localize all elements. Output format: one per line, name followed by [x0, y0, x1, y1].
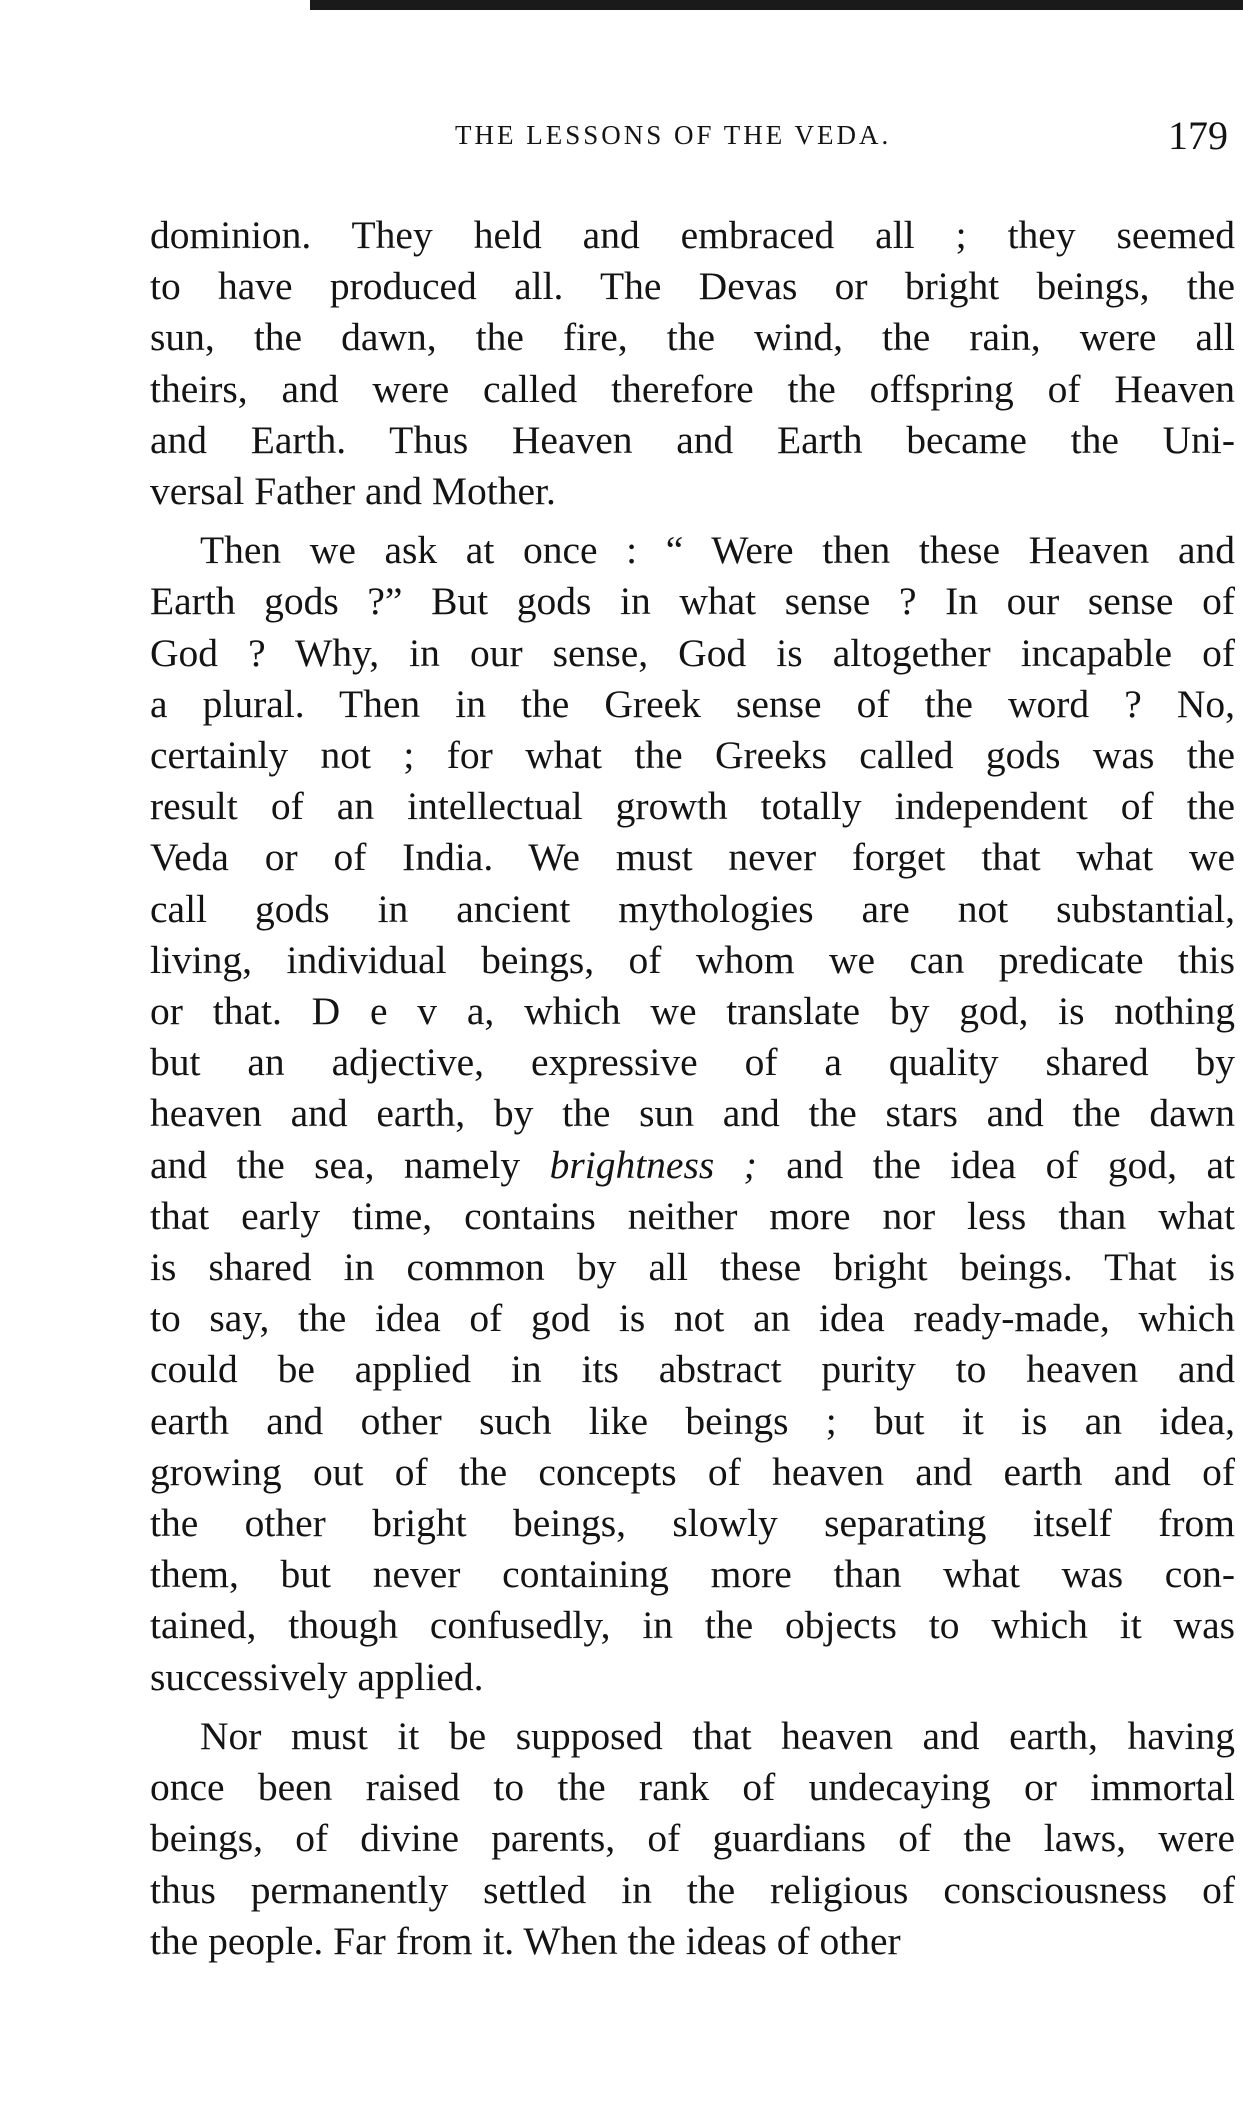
text-line: tained, though confusedly, in the objects to which it was — [150, 1603, 1235, 1648]
text-line: or that. D e v a, which we translate by god, is nothing — [150, 989, 1235, 1034]
body-text — [150, 210, 1235, 1967]
text-line: the other bright beings, slowly separating itself from — [150, 1501, 1235, 1546]
text-line: them, but never containing more than what was con- — [150, 1552, 1235, 1597]
text-line: Veda or of India. We must never forget that what we — [150, 835, 1235, 880]
running-head — [0, 112, 1243, 172]
text-line: could be applied in its abstract purity to heaven and — [150, 1347, 1235, 1392]
text-line: God ? Why, in our sense, God is altogether incapable of — [150, 630, 1235, 675]
text-line: result of an intellectual growth totally independent of the — [150, 784, 1235, 829]
text-line: thus permanently settled in the religious consciousness of — [150, 1867, 1235, 1912]
text-line: successively applied. — [150, 1654, 484, 1699]
italic-word: brightness ; — [549, 1142, 757, 1187]
text-line: is shared in common by all these bright beings. That is — [150, 1245, 1235, 1290]
paragraph — [150, 210, 1235, 517]
text-line: theirs, and were called therefore the offspring of Heaven — [150, 366, 1235, 411]
page-number: 179 — [1168, 113, 1228, 158]
top-rule — [310, 0, 1243, 10]
text-line: certainly not ; for what the Greeks called gods was the — [150, 733, 1235, 778]
text-line: growing out of the concepts of heaven and earth and of — [150, 1449, 1235, 1494]
text-line: to have produced all. The Devas or bright beings, the — [150, 264, 1235, 309]
paragraph — [150, 1711, 1235, 1967]
text-line: earth and other such like beings ; but it is an idea, — [150, 1398, 1235, 1443]
text-line: dominion. They held and embraced all ; they seemed — [150, 213, 1235, 257]
paragraph — [150, 525, 1235, 1703]
text-line: but an adjective, expressive of a quality shared by — [150, 1040, 1235, 1085]
text-line: versal Father and Mother. — [150, 469, 556, 514]
text-line: heaven and earth, by the sun and the stars and the dawn — [150, 1091, 1235, 1136]
text-line: sun, the dawn, the fire, the wind, the rain, were all — [150, 315, 1235, 360]
running-title: THE LESSONS OF THE VEDA. — [455, 120, 892, 150]
text-line: living, individual beings, of whom we can predicate this — [150, 937, 1235, 982]
text-line: a plural. Then in the Greek sense of the word ? No, — [150, 681, 1235, 726]
text-line: call gods in ancient mythologies are not substantial, — [150, 886, 1235, 931]
text-line: beings, of divine parents, of guardians of the laws, were — [150, 1816, 1235, 1861]
text-line: Then we ask at once : “ Were then these Heaven and — [200, 528, 1235, 573]
text-line: Earth gods ?” But gods in what sense ? In our sense of — [150, 579, 1235, 624]
text-line: Nor must it be supposed that heaven and earth, having — [200, 1713, 1235, 1758]
text-line: that early time, contains neither more nor less than what — [150, 1193, 1235, 1238]
text-line: to say, the idea of god is not an idea ready-made, which — [150, 1296, 1235, 1341]
text-line: the people. Far from it. When the ideas of other — [150, 1918, 901, 1963]
text-line: once been raised to the rank of undecaying or immortal — [150, 1765, 1235, 1810]
text-line: and Earth. Thus Heaven and Earth became the Uni- — [150, 417, 1235, 462]
text-line: and the sea, namely brightness ; and the idea of god, at — [150, 1142, 1235, 1187]
